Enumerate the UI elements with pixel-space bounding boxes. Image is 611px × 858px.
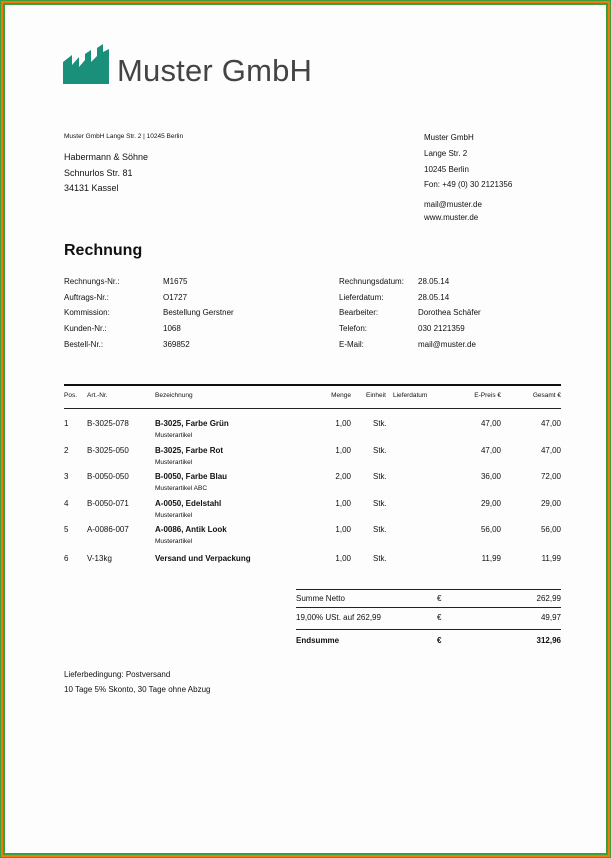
company-email[interactable]: mail@muster.de [424,200,482,209]
header-quantity: Menge [331,392,351,399]
cell-unit-price: 11,99 [481,554,501,563]
company-website[interactable]: www.muster.de [424,213,479,222]
meta-value: 030 2121359 [418,324,465,333]
cell-quantity: 2,00 [335,472,351,481]
cell-quantity: 1,00 [335,554,351,563]
header-unit-price: E-Preis € [474,392,501,399]
cell-unit: Stk. [373,446,387,455]
recipient-city: 34131 Kassel [64,183,119,193]
meta-label: Telefon: [339,324,368,333]
meta-value: Dorothea Schäfer [418,308,481,317]
cell-description-sub: Musterartikel [155,538,193,545]
total-value: 49,97 [540,613,561,622]
meta-value: 1068 [163,324,181,333]
meta-value: M1675 [163,277,188,286]
meta-value: 369852 [163,340,190,349]
cell-article-number: B-0050-050 [87,472,129,481]
meta-label: Rechnungs-Nr.: [64,277,120,286]
header-delivery-date: Lieferdatum [393,392,428,399]
totals-rule [296,629,561,630]
cell-unit: Stk. [373,525,387,534]
header-article-number: Art.-Nr. [87,392,108,399]
meta-label: Bestell-Nr.: [64,340,104,349]
meta-value[interactable]: mail@muster.de [418,340,476,349]
total-currency: € [437,594,442,603]
total-currency: € [437,613,442,622]
cell-total: 11,99 [541,554,561,563]
document-title: Rechnung [64,242,143,259]
total-value: 262,99 [536,594,561,603]
cell-quantity: 1,00 [335,499,351,508]
company-logo-text: Muster GmbH [117,53,313,88]
cell-unit: Stk. [373,554,387,563]
cell-unit-price: 36,00 [480,472,501,481]
cell-pos: 4 [64,499,69,508]
cell-unit: Stk. [373,499,387,508]
invoice-page [6,6,605,852]
cell-description-sub: Musterartikel [155,432,193,439]
cell-article-number: B-3025-078 [87,419,129,428]
cell-description-sub: Musterartikel ABC [155,485,208,492]
company-city: 10245 Berlin [424,165,469,174]
cell-quantity: 1,00 [335,419,351,428]
grand-total-value: 312,96 [536,636,561,645]
meta-value: O1727 [163,293,188,302]
cell-total: 72,00 [540,472,561,481]
cell-pos: 2 [64,446,69,455]
cell-description-sub: Musterartikel [155,459,193,466]
table-top-rule [64,384,561,386]
cell-description-sub: Musterartikel [155,512,193,519]
cell-pos: 5 [64,525,69,534]
meta-label: Auftrags-Nr.: [64,293,109,302]
cell-description: Versand und Verpackung [155,554,251,563]
company-phone: Fon: +49 (0) 30 2121356 [424,180,513,189]
recipient-street: Schnurlos Str. 81 [64,168,133,178]
cell-unit-price: 47,00 [480,446,501,455]
meta-value: 28.05.14 [418,293,450,302]
cell-pos: 6 [64,554,69,563]
cell-quantity: 1,00 [335,525,351,534]
header-description: Bezeichnung [155,392,193,399]
meta-value: 28.05.14 [418,277,450,286]
meta-label: Bearbeiter: [339,308,379,317]
cell-unit-price: 47,00 [480,419,501,428]
cell-total: 47,00 [540,419,561,428]
factory-icon [63,44,111,84]
cell-description: B-3025, Farbe Rot [155,446,224,455]
grand-total-label: Endsumme [296,636,340,645]
cell-description: B-3025, Farbe Grün [155,419,229,428]
sender-line: Muster GmbH Lange Str. 2 | 10245 Berlin [64,133,184,140]
recipient-name: Habermann & Söhne [64,152,149,162]
cell-unit: Stk. [373,419,387,428]
payment-terms: 10 Tage 5% Skonto, 30 Tage ohne Abzug [64,685,211,694]
total-label: 19,00% USt. auf 262,99 [296,613,381,622]
cell-unit-price: 29,00 [480,499,501,508]
delivery-terms: Lieferbedingung: Postversand [64,670,171,679]
cell-article-number: B-3025-050 [87,446,129,455]
meta-value: Bestellung Gerstner [163,308,234,317]
header-unit: Einheit [366,392,386,399]
cell-article-number: B-0050-071 [87,499,129,508]
meta-label: E-Mail: [339,340,364,349]
cell-pos: 1 [64,419,69,428]
table-header-rule [64,408,561,409]
cell-unit-price: 56,00 [480,525,501,534]
cell-pos: 3 [64,472,69,481]
meta-label: Kommission: [64,308,110,317]
totals-rule [296,607,561,608]
company-street: Lange Str. 2 [424,149,468,158]
header-pos: Pos. [64,392,78,399]
cell-total: 47,00 [540,446,561,455]
meta-label: Rechnungsdatum: [339,277,404,286]
meta-label: Kunden-Nr.: [64,324,107,333]
cell-quantity: 1,00 [335,446,351,455]
cell-description: A-0086, Antik Look [155,525,227,534]
cell-description: B-0050, Farbe Blau [155,472,228,481]
cell-total: 29,00 [540,499,561,508]
cell-total: 56,00 [540,525,561,534]
cell-description: A-0050, Edelstahl [155,499,222,508]
header-total: Gesamt € [532,392,561,399]
totals-rule [296,589,561,590]
cell-unit: Stk. [373,472,387,481]
cell-article-number: V-13kg [87,554,112,563]
grand-total-currency: € [437,636,442,645]
total-label: Summe Netto [296,594,345,603]
meta-label: Lieferdatum: [339,293,384,302]
cell-article-number: A-0086-007 [87,525,129,534]
company-name: Muster GmbH [424,133,474,142]
